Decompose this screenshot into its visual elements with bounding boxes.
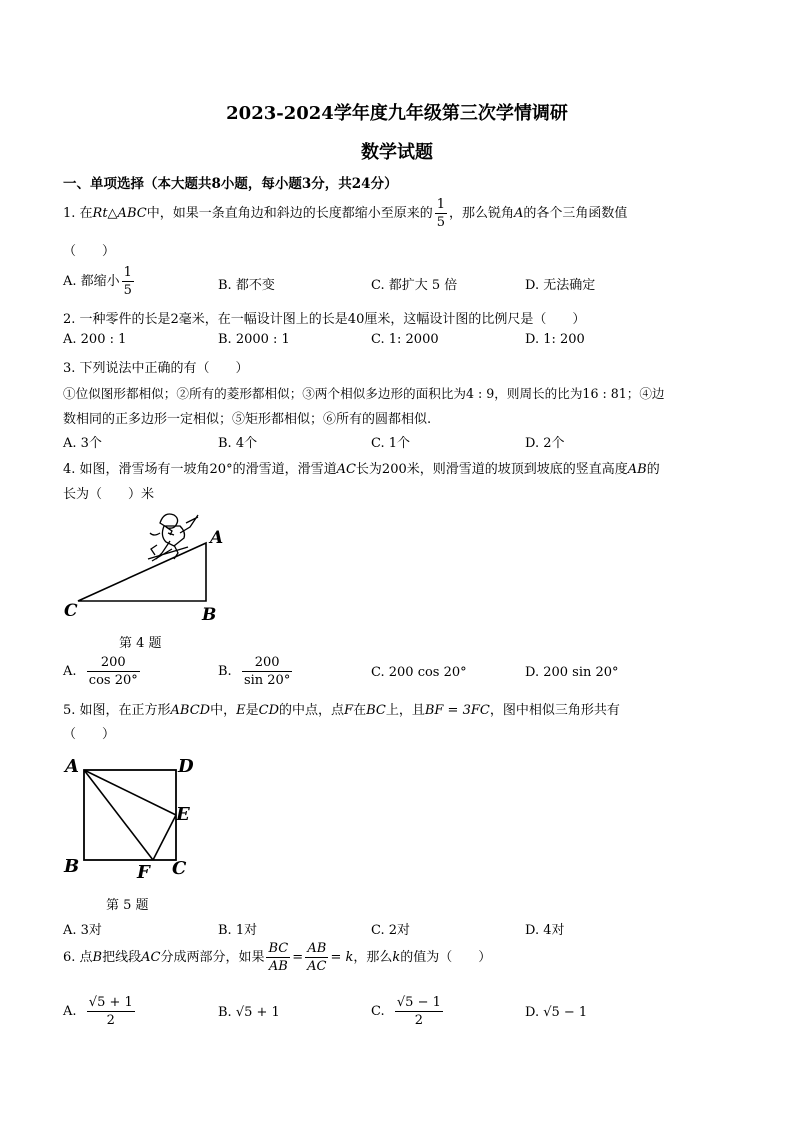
figure-5-label-d: D <box>178 756 194 777</box>
figure-4-label-a: A <box>210 528 224 548</box>
question-6-option-d: D. √5 − 1 <box>525 1005 588 1020</box>
question-3-statements-line-1: ①位似图形都相似；②所有的菱形都相似；③两个相似多边形的面积比为4 : 9，则周长的比为16 : 81；④边 <box>63 386 665 401</box>
question-5-option-d: D. 4对 <box>525 923 565 938</box>
question-3-option-a: A. 3个 <box>63 436 102 451</box>
segment-fe <box>153 815 176 860</box>
question-1-paren: （ ） <box>63 244 116 259</box>
question-1-stem: 1. 在Rt△ABC中，如果一条直角边和斜边的长度都缩小至原来的 $\frac{1}{5}$ ，那么锐角A的各个三角函数值 <box>63 197 628 230</box>
question-3-stem: 3. 下列说法中正确的有（ ） <box>63 361 249 376</box>
question-1-option-c: C. 都扩大 5 倍 <box>371 278 458 293</box>
question-5-option-c: C. 2对 <box>371 923 411 938</box>
segment-af <box>84 770 153 860</box>
question-4-option-b: B. $\frac{200}{\sin 20^\circ}$ <box>218 655 291 688</box>
square-abcd <box>84 770 176 860</box>
question-5-paren: （ ） <box>63 727 116 742</box>
figure-5-label-a: A <box>65 756 79 777</box>
question-6-option-c: C. $\frac{√5 - 1}{2}$ <box>371 995 441 1028</box>
subject-title: 数学试题 <box>361 142 433 163</box>
question-2-option-b: B. 2000 : 1 <box>218 332 290 347</box>
figure-5-label-c: C <box>172 858 187 879</box>
figure-4-caption: 第 4 题 <box>119 636 162 651</box>
figure-4-label-b: B <box>202 605 217 625</box>
question-3-option-c: C. 1个 <box>371 436 411 451</box>
question-6-stem: 6. 点B把线段AC分成两部分，如果 $\frac{BC}{AB}$ = $\frac{AB}{AC}$ = k，那么k的值为（ ） <box>63 941 492 974</box>
figure-5-label-b: B <box>64 856 80 877</box>
ski-slope-figure <box>60 503 235 628</box>
question-5-option-a: A. 3对 <box>63 923 102 938</box>
question-1-option-a: A. 都缩小 $\frac{1}{5}$ <box>63 265 132 298</box>
question-4-stem-line-1: 4. 如图，滑雪场有一坡角20°的滑雪道，滑雪道AC长为200米，则滑雪道的坡顶到坡底的竖直高度AB的 <box>63 462 660 477</box>
question-1-option-d: D. 无法确定 <box>525 278 596 293</box>
question-2-option-a: A. 200 : 1 <box>63 332 127 347</box>
figure-5-label-e: E <box>176 804 190 825</box>
question-4-option-d: D. 200 sin 20° <box>525 665 619 680</box>
figure-5-caption: 第 5 题 <box>106 898 149 913</box>
question-6-option-a: A. $\frac{√5 + 1}{2}$ <box>63 995 133 1028</box>
slope-triangle <box>78 543 206 601</box>
segment-ae <box>84 770 176 815</box>
question-4-option-c: C. 200 cos 20° <box>371 665 467 680</box>
question-4-option-a: A. $\frac{200}{\cos 20^\circ}$ <box>63 655 138 688</box>
skier-icon <box>148 514 198 561</box>
question-5-option-b: B. 1对 <box>218 923 258 938</box>
section-heading: 一、单项选择（本大题共8小题，每小题3分，共24分） <box>63 176 398 192</box>
question-3-option-d: D. 2个 <box>525 436 565 451</box>
exam-title: 2023-2024学年度九年级第三次学情调研 <box>226 103 568 124</box>
question-5-stem: 5. 如图，在正方形ABCD中，E是CD的中点，点F在BC上，且BF = 3FC，图中相似三角形共有 <box>63 703 620 718</box>
figure-5-label-f: F <box>137 862 150 882</box>
question-6-option-b: B. √5 + 1 <box>218 1005 280 1020</box>
question-2-stem: 2. 一种零件的长是2毫米，在一幅设计图上的长是40厘米，这幅设计图的比例尺是（ ） <box>63 312 586 327</box>
question-3-option-b: B. 4个 <box>218 436 258 451</box>
question-1-option-b: B. 都不变 <box>218 278 275 293</box>
question-2-option-d: D. 1: 200 <box>525 332 585 347</box>
question-4-stem-line-2: 长为（ ）米 <box>63 487 155 502</box>
question-2-option-c: C. 1: 2000 <box>371 332 439 347</box>
square-figure <box>60 752 200 882</box>
figure-4-label-c: C <box>64 601 78 621</box>
question-3-statements-line-2: 数相同的正多边形一定相似；⑤矩形都相似；⑥所有的圆都相似. <box>63 412 432 427</box>
